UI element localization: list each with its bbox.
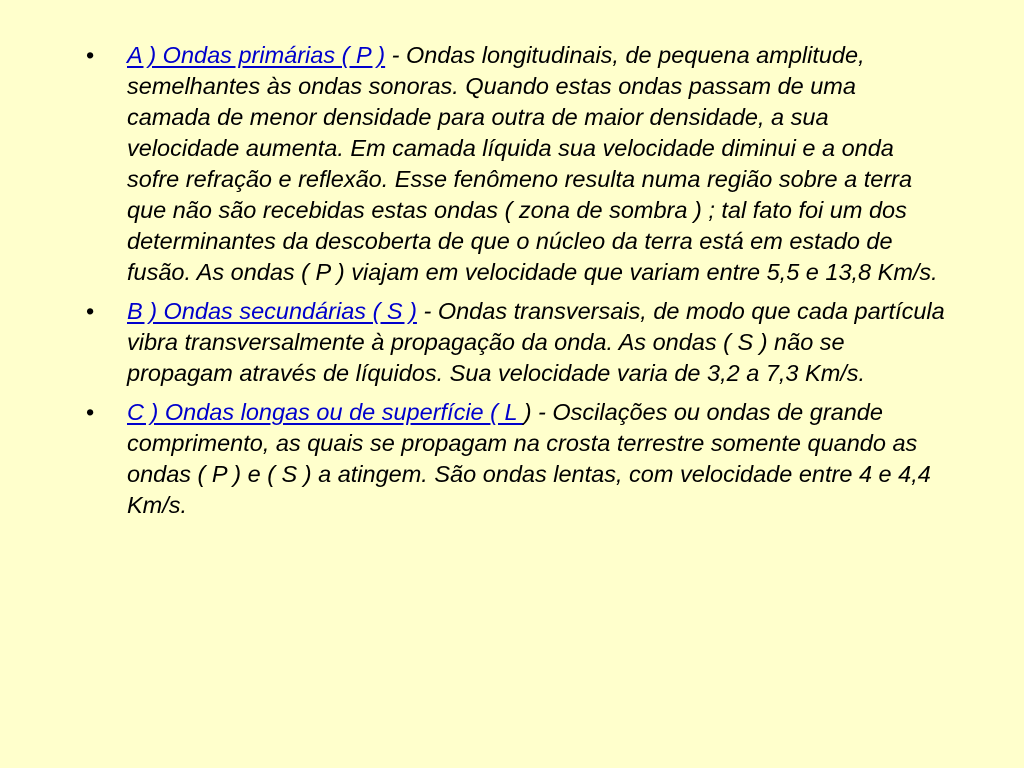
list-item-secondary-waves (86, 296, 946, 389)
primary-waves-link[interactable]: A ) Ondas primárias ( P ) (127, 42, 386, 68)
bullet: • (86, 298, 95, 324)
secondary-waves-link[interactable]: B ) Ondas secundárias ( S ) (127, 298, 417, 324)
bullet: • (86, 42, 95, 68)
list-item-surface-waves (86, 397, 946, 521)
bullet: • (86, 399, 95, 425)
secondary-waves-description: - Ondas transversais, de modo que cada partícula vibra transversalmente à propagação da onda. As ondas ( S ) não se propagam através de líquidos. Sua velocidade varia de 3,2 a 7,3 Km/s. (127, 298, 945, 386)
slide-body (86, 40, 946, 529)
surface-waves-description: - Oscilações ou ondas de grande comprimento, as quais se propagam na crosta terrestre somente quando as ondas ( P ) e ( S ) a atingem. São ondas lentas, com velocidade entre 4 e 4,4 Km/s. (127, 399, 931, 518)
primary-waves-description: - Ondas longitudinais, de pequena amplitude, semelhantes às ondas sonoras. Quando estas ondas passam de uma camada de menor densidade para outra de maior densidade, a sua velocidade aumenta. Em camada líquida sua velocidade diminui e a onda sofre refração e reflexão. Esse fenômeno resulta numa região sobre a terra que não são recebidas estas ondas ( zona de sombra ) ; tal fato foi um dos determinantes da descoberta de que o núcleo da terra está em estado de fusão. As ondas ( P ) viajam em velocidade que variam entre 5,5 e 13,8 Km/s. (127, 42, 938, 285)
surface-waves-link[interactable]: C ) Ondas longas ou de superfície ( L (127, 399, 524, 425)
surface-waves-term-trailing: ) (523, 399, 532, 425)
list-item-primary-waves (86, 40, 946, 288)
